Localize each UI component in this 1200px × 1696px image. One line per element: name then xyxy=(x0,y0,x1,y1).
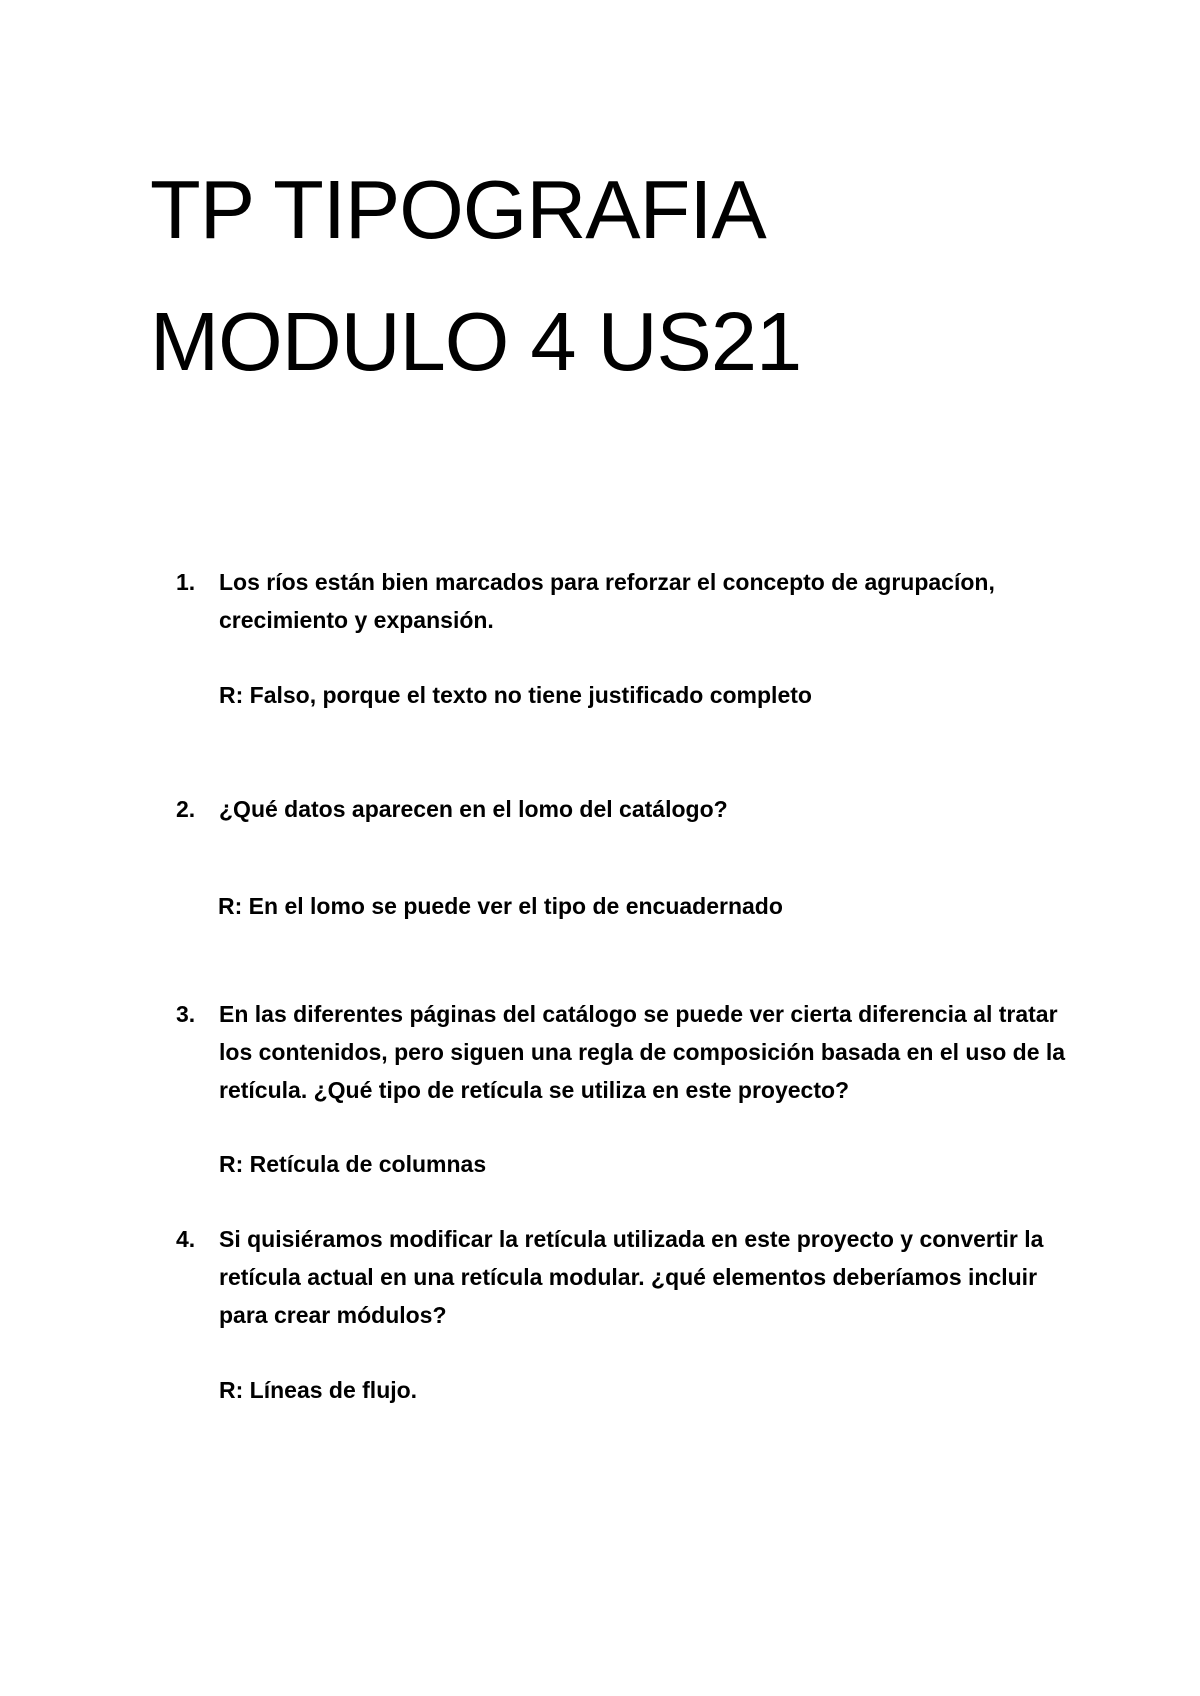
question-text: Si quisiéramos modificar la retícula utilizada en este proyecto y convertir la retícula actual en una retícula modular. ¿qué elementos deberíamos incluir para crear módulos? xyxy=(219,1226,1044,1328)
answer-text: R: Falso, porque el texto no tiene justificado completo xyxy=(219,682,812,708)
document-title-line-1: TP TIPOGRAFIA xyxy=(150,163,766,256)
answer-text: R: En el lomo se puede ver el tipo de encuadernado xyxy=(218,893,783,919)
question-number: 2. xyxy=(176,796,196,822)
question-number: 3. xyxy=(176,1001,196,1027)
question-text: En las diferentes páginas del catálogo se puede ver cierta diferencia al tratar los contenidos, pero siguen una regla de composición basada en el uso de la retícula. ¿Qué tipo de retícula se utiliza en este proyecto? xyxy=(219,1001,1066,1103)
question-number: 4. xyxy=(176,1226,196,1252)
question-text: Los ríos están bien marcados para reforzar el concepto de agrupacíon, crecimiento y expansión. xyxy=(219,569,995,633)
answer-text: R: Retícula de columnas xyxy=(219,1151,487,1177)
question-number: 1. xyxy=(176,569,196,595)
answer-text: R: Líneas de flujo. xyxy=(219,1377,418,1403)
document-title-line-2: MODULO 4 US21 xyxy=(150,295,802,388)
question-text: ¿Qué datos aparecen en el lomo del catálogo? xyxy=(219,796,728,822)
